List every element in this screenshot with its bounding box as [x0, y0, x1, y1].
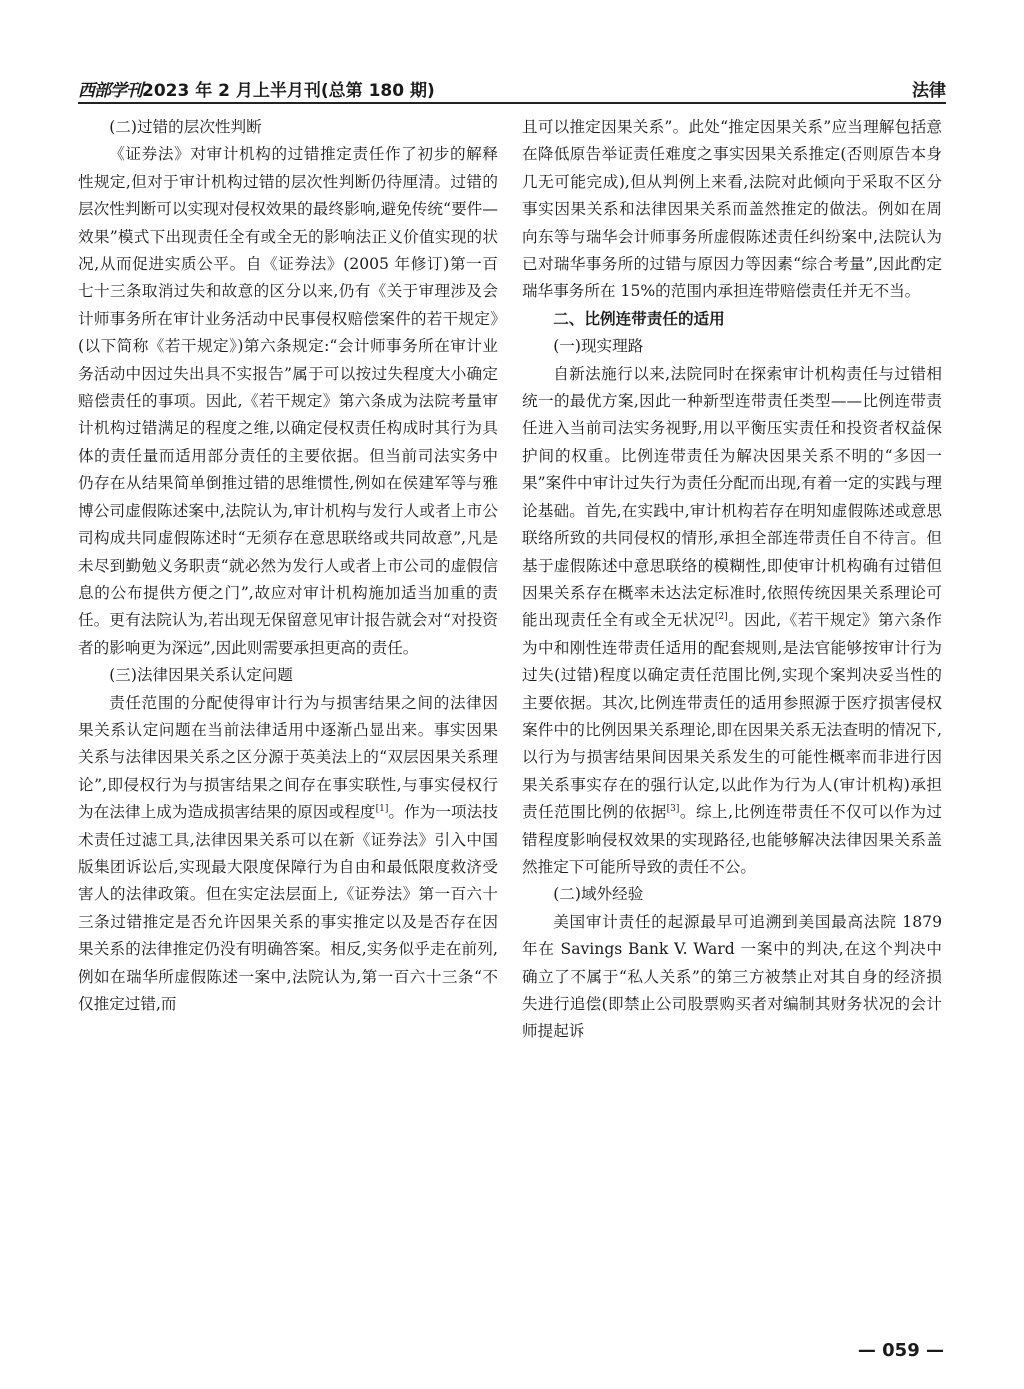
citation-mark: [1] [375, 803, 389, 814]
subsection-heading: (二)域外经验 [553, 885, 644, 904]
issue-info: 2023 年 2 月上半月刊(总第 180 期) [142, 81, 435, 101]
citation-mark: [3] [666, 803, 680, 814]
subsection-heading: (一)现实理路 [553, 337, 644, 356]
section-label: 法律 [912, 81, 946, 101]
right-column [522, 114, 942, 1046]
subsection-heading: (二)过错的层次性判断 [109, 118, 262, 136]
paragraph-text: 《证券法》对审计机构的过错推定责任作了初步的解释性规定,但对于审计机构过错的层次性判断仍待厘清。过错的层次性判断可以实现对侵权效果的最终影响,避免传统“要件—效果”模式下出现责任全有或全无的影响法正义价值实现的状况,从而促进实质公平。自《证券法》(2005 年修订)第一百七十三条取消过失和故意的区分以来,仍有《关于审理涉及会计师事务所在审计业务活动中民事侵权赔偿案件的若干规定》(以下简称《若干规定》)第六条规定:“会计师事务所在审计业务活动中因过失出具不实报告”属于可以按过失程度大小确定赔偿责任的事项。因此,《若干规定》第六条成为法院考量审计机构过错满足的程度之维,以确定侵权责任构成时其行为具体的责任量而适用部分责任的主要依据。但当前司法实务中仍存在从结果简单倒推过错的思维惯性,例如在侯建军等与雅博公司虚假陈述案中,法院认为,审计机构与发行人或者上市公司构成共同虚假陈述时“无须存在意思联络或共同故意”,凡是未尽到勤勉义务职责“就必然为发行人或者上市公司的虚假信息的公布提供方便之门”,故应对审计机构施加适当加重的责任。更有法院认为,若出现无保留意见审计报告就会对“对投资者的影响更为深远”,因此则需要承担更高的责任。 [78, 145, 498, 657]
citation-mark: [2] [714, 612, 728, 623]
header-rule [78, 102, 946, 104]
paragraph [522, 361, 942, 882]
running-header [78, 70, 946, 104]
page-number: — 059 — [857, 1340, 944, 1361]
paragraph [78, 141, 498, 662]
paragraph-text: 美国审计责任的起源最早可追溯到美国最高法院 1879 年在 Savings Bank V. Ward 一案中的判决,在这个判决中确立了不属于“私人关系”的第三方被禁止对其自身的经济损失进行追偿(即禁止公司股票购买者对编制其财务状况的会计师提起诉 [522, 912, 942, 1041]
paragraph-continued [522, 114, 942, 306]
paragraph-text-continued: 。综上,比例连带责任不仅可以作为过错程度影响侵权效果的实现路径,也能够解决法律因果关系盖然推定下可能所导致的责任不公。 [522, 803, 942, 876]
paragraph-text: 且可以推定因果关系”。此处“推定因果关系”应当理解包括意在降低原告举证责任难度之事实因果关系推定(否则原告本身几无可能完成),但从判例上来看,法院对此倾向于采取不区分事实因果关系和法律因果关系而盖然推定的做法。例如在周向东等与瑞华会计师事务所虚假陈述责任纠纷案中,法院认为已对瑞华事务所的过错与原因力等因素“综合考量”,因此酌定瑞华事务所在 15%的范围内承担连带赔偿责任并无不当。 [522, 118, 942, 301]
journal-issue-line [78, 76, 435, 101]
paragraph-text: 自新法施行以来,法院同时在探索审计机构责任与过错相统一的最优方案,因此一种新型连带责任类型——比例连带责任进入当前司法实务视野,用以平衡压实责任和投资者权益保护间的权重。比例连带责任为解决因果关系不明的“多因一果”案件中审计过失行为责任分配而出现,有着一定的实践与理论基础。首先,在实践中,审计机构若存在明知虚假陈述或意思联络所致的共同侵权的情形,承担全部连带责任自不待言。但基于虚假陈述中意思联络的模糊性,即使审计机构确有过错但因果关系存在概率未达法定标准时,依照传统因果关系理论可能出现责任全有或全无状况 [522, 364, 942, 630]
paragraph-text: 责任范围的分配使得审计行为与损害结果之间的法律因果关系认定问题在当前法律适用中逐渐凸显出来。事实因果关系与法律因果关系之区分源于英美法上的“双层因果关系理论”,即侵权行为与损害结果之间存在事实联性,与事实侵权行为在法律上成为造成损害结果的原因或程度 [78, 693, 498, 822]
subsection-heading: (三)法律因果关系认定问题 [109, 666, 293, 685]
paragraph [522, 909, 942, 1046]
paragraph [78, 690, 498, 1019]
journal-logo: 西部学刊 [78, 81, 142, 101]
paragraph-text-after-citation: 。因此,《若干规定》第六条作为中和刚性连带责任适用的配套规则,是法官能够按审计行为过失(过错)程度以确定责任范围比例,实现个案判决妥当性的主要依据。其次,比例连带责任的适用参照源于医疗损害侵权案件中的比例因果关系理论,即在因果关系无法查明的情况下,以行为与损害结果间因果关系发生的可能性概率而非进行因果关系事实存在的强行认定,以此作为行为人(审计机构)承担责任范围比例的依据 [522, 611, 942, 822]
paragraph-text-after-citation: 。作为一项法技术责任过滤工具,法律因果关系可以在新《证券法》引入中国版集团诉讼后,实现最大限度保障行为自由和最低限度救济受害人的法律政策。但在实定法层面上,《证券法》第一百六十三条过错推定是否允许因果关系的事实推定以及是否存在因果关系的法律推定仍没有明确答案。相反,实务似乎走在前列,例如在瑞华所虚假陈述一案中,法院认为,第一百六十三条“不仅推定过错,而 [78, 803, 498, 1013]
left-column [78, 114, 498, 1018]
section-heading: 二、比例连带责任的适用 [553, 309, 725, 328]
